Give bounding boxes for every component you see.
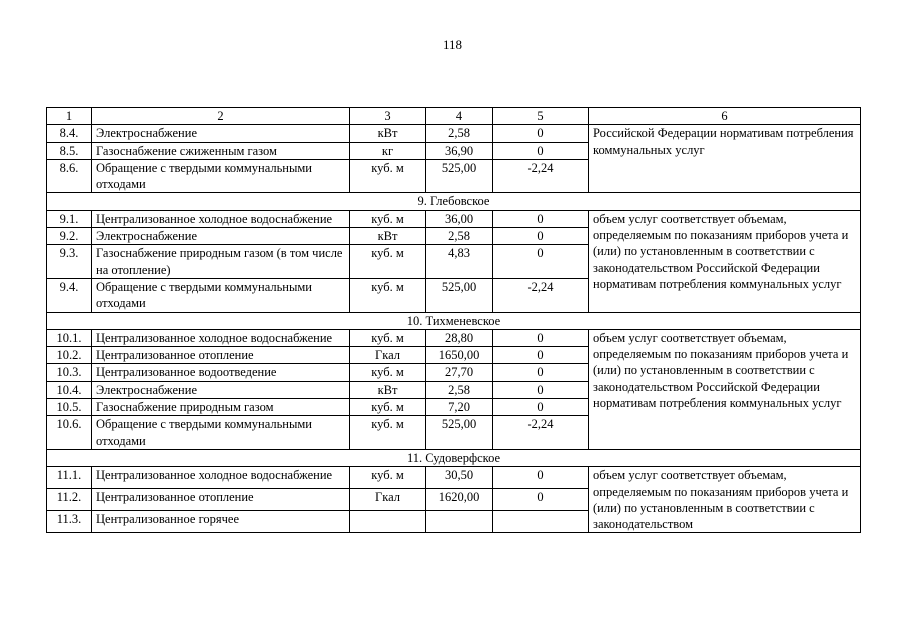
change-cell bbox=[493, 511, 589, 533]
unit-cell: Гкал bbox=[350, 489, 426, 511]
unit-cell: куб. м bbox=[350, 467, 426, 489]
service-name: Обращение с твердыми коммунальными отходами bbox=[92, 159, 350, 193]
value-cell: 4,83 bbox=[426, 245, 493, 279]
unit-cell: куб. м bbox=[350, 329, 426, 346]
value-cell: 7,20 bbox=[426, 399, 493, 416]
header-cell-3: 3 bbox=[350, 108, 426, 125]
row-number: 11.3. bbox=[47, 511, 92, 533]
change-cell: 0 bbox=[493, 329, 589, 346]
row-number: 11.1. bbox=[47, 467, 92, 489]
unit-cell: куб. м bbox=[350, 245, 426, 279]
note-cell: объем услуг соответствует объемам, определяемым по показаниям приборов учета и (или) по установленным в соответствии с законодательством bbox=[589, 467, 861, 533]
service-name: Централизованное отопление bbox=[92, 489, 350, 511]
unit-cell: куб. м bbox=[350, 416, 426, 450]
row-number: 11.2. bbox=[47, 489, 92, 511]
value-cell: 2,58 bbox=[426, 228, 493, 245]
value-cell: 28,80 bbox=[426, 329, 493, 346]
row-number: 10.3. bbox=[47, 364, 92, 381]
change-cell: 0 bbox=[493, 125, 589, 142]
service-name: Централизованное холодное водоснабжение bbox=[92, 210, 350, 227]
unit-cell: кг bbox=[350, 142, 426, 159]
unit-cell: куб. м bbox=[350, 278, 426, 312]
note-cell: объем услуг соответствует объемам, определяемым по показаниям приборов учета и (или) по установленным в соответствии с законодательством Российской Федерации нормативам потребления коммунальных услуг bbox=[589, 329, 861, 449]
service-name: Централизованное холодное водоснабжение bbox=[92, 329, 350, 346]
row-number: 9.4. bbox=[47, 278, 92, 312]
table-row bbox=[47, 467, 861, 489]
value-cell: 27,70 bbox=[426, 364, 493, 381]
row-number: 10.4. bbox=[47, 381, 92, 398]
tariff-table bbox=[46, 107, 861, 533]
table-row bbox=[47, 210, 861, 227]
header-cell-4: 4 bbox=[426, 108, 493, 125]
header-cell-6: 6 bbox=[589, 108, 861, 125]
change-cell: -2,24 bbox=[493, 159, 589, 193]
row-number: 8.6. bbox=[47, 159, 92, 193]
row-number: 9.1. bbox=[47, 210, 92, 227]
row-number: 10.6. bbox=[47, 416, 92, 450]
section-title: 11. Судоверфское bbox=[47, 449, 861, 466]
table-body bbox=[47, 108, 861, 533]
change-cell: 0 bbox=[493, 399, 589, 416]
value-cell: 1620,00 bbox=[426, 489, 493, 511]
section-title: 10. Тихменевское bbox=[47, 312, 861, 329]
value-cell: 36,00 bbox=[426, 210, 493, 227]
row-number: 9.3. bbox=[47, 245, 92, 279]
note-cell: Российской Федерации нормативам потребления коммунальных услуг bbox=[589, 125, 861, 193]
change-cell: 0 bbox=[493, 489, 589, 511]
unit-cell: куб. м bbox=[350, 399, 426, 416]
unit-cell: кВт bbox=[350, 228, 426, 245]
service-name: Централизованное отопление bbox=[92, 347, 350, 364]
table-row bbox=[47, 125, 861, 142]
change-cell: 0 bbox=[493, 228, 589, 245]
service-name: Газоснабжение сжиженным газом bbox=[92, 142, 350, 159]
header-cell-2: 2 bbox=[92, 108, 350, 125]
change-cell: 0 bbox=[493, 210, 589, 227]
value-cell: 525,00 bbox=[426, 278, 493, 312]
service-name: Электроснабжение bbox=[92, 228, 350, 245]
unit-cell: куб. м bbox=[350, 210, 426, 227]
service-name: Электроснабжение bbox=[92, 381, 350, 398]
table-row bbox=[47, 329, 861, 346]
unit-cell: кВт bbox=[350, 125, 426, 142]
value-cell: 36,90 bbox=[426, 142, 493, 159]
change-cell: -2,24 bbox=[493, 278, 589, 312]
value-cell: 2,58 bbox=[426, 125, 493, 142]
service-name: Централизованное горячее bbox=[92, 511, 350, 533]
row-number: 8.4. bbox=[47, 125, 92, 142]
change-cell: -2,24 bbox=[493, 416, 589, 450]
note-cell: объем услуг соответствует объемам, определяемым по показаниям приборов учета и (или) по установленным в соответствии с законодательством Российской Федерации нормативам потребления коммунальных услуг bbox=[589, 210, 861, 312]
change-cell: 0 bbox=[493, 245, 589, 279]
value-cell: 525,00 bbox=[426, 159, 493, 193]
header-cell-1: 1 bbox=[47, 108, 92, 125]
unit-cell bbox=[350, 511, 426, 533]
change-cell: 0 bbox=[493, 142, 589, 159]
section-title: 9. Глебовское bbox=[47, 193, 861, 210]
unit-cell: куб. м bbox=[350, 159, 426, 193]
value-cell: 30,50 bbox=[426, 467, 493, 489]
row-number: 9.2. bbox=[47, 228, 92, 245]
service-name: Централизованное водоотведение bbox=[92, 364, 350, 381]
change-cell: 0 bbox=[493, 364, 589, 381]
section-row bbox=[47, 193, 861, 210]
value-cell: 1650,00 bbox=[426, 347, 493, 364]
change-cell: 0 bbox=[493, 381, 589, 398]
service-name: Газоснабжение природным газом bbox=[92, 399, 350, 416]
page-number: 118 bbox=[442, 37, 463, 52]
row-number: 10.2. bbox=[47, 347, 92, 364]
header-row bbox=[47, 108, 861, 125]
change-cell: 0 bbox=[493, 347, 589, 364]
section-row bbox=[47, 312, 861, 329]
service-name: Обращение с твердыми коммунальными отходами bbox=[92, 278, 350, 312]
service-name: Газоснабжение природным газом (в том числе на отопление) bbox=[92, 245, 350, 279]
value-cell: 2,58 bbox=[426, 381, 493, 398]
service-name: Централизованное холодное водоснабжение bbox=[92, 467, 350, 489]
section-row bbox=[47, 449, 861, 466]
row-number: 8.5. bbox=[47, 142, 92, 159]
unit-cell: куб. м bbox=[350, 364, 426, 381]
service-name: Электроснабжение bbox=[92, 125, 350, 142]
unit-cell: кВт bbox=[350, 381, 426, 398]
row-number: 10.1. bbox=[47, 329, 92, 346]
unit-cell: Гкал bbox=[350, 347, 426, 364]
change-cell: 0 bbox=[493, 467, 589, 489]
value-cell bbox=[426, 511, 493, 533]
row-number: 10.5. bbox=[47, 399, 92, 416]
service-name: Обращение с твердыми коммунальными отходами bbox=[92, 416, 350, 450]
value-cell: 525,00 bbox=[426, 416, 493, 450]
header-cell-5: 5 bbox=[493, 108, 589, 125]
